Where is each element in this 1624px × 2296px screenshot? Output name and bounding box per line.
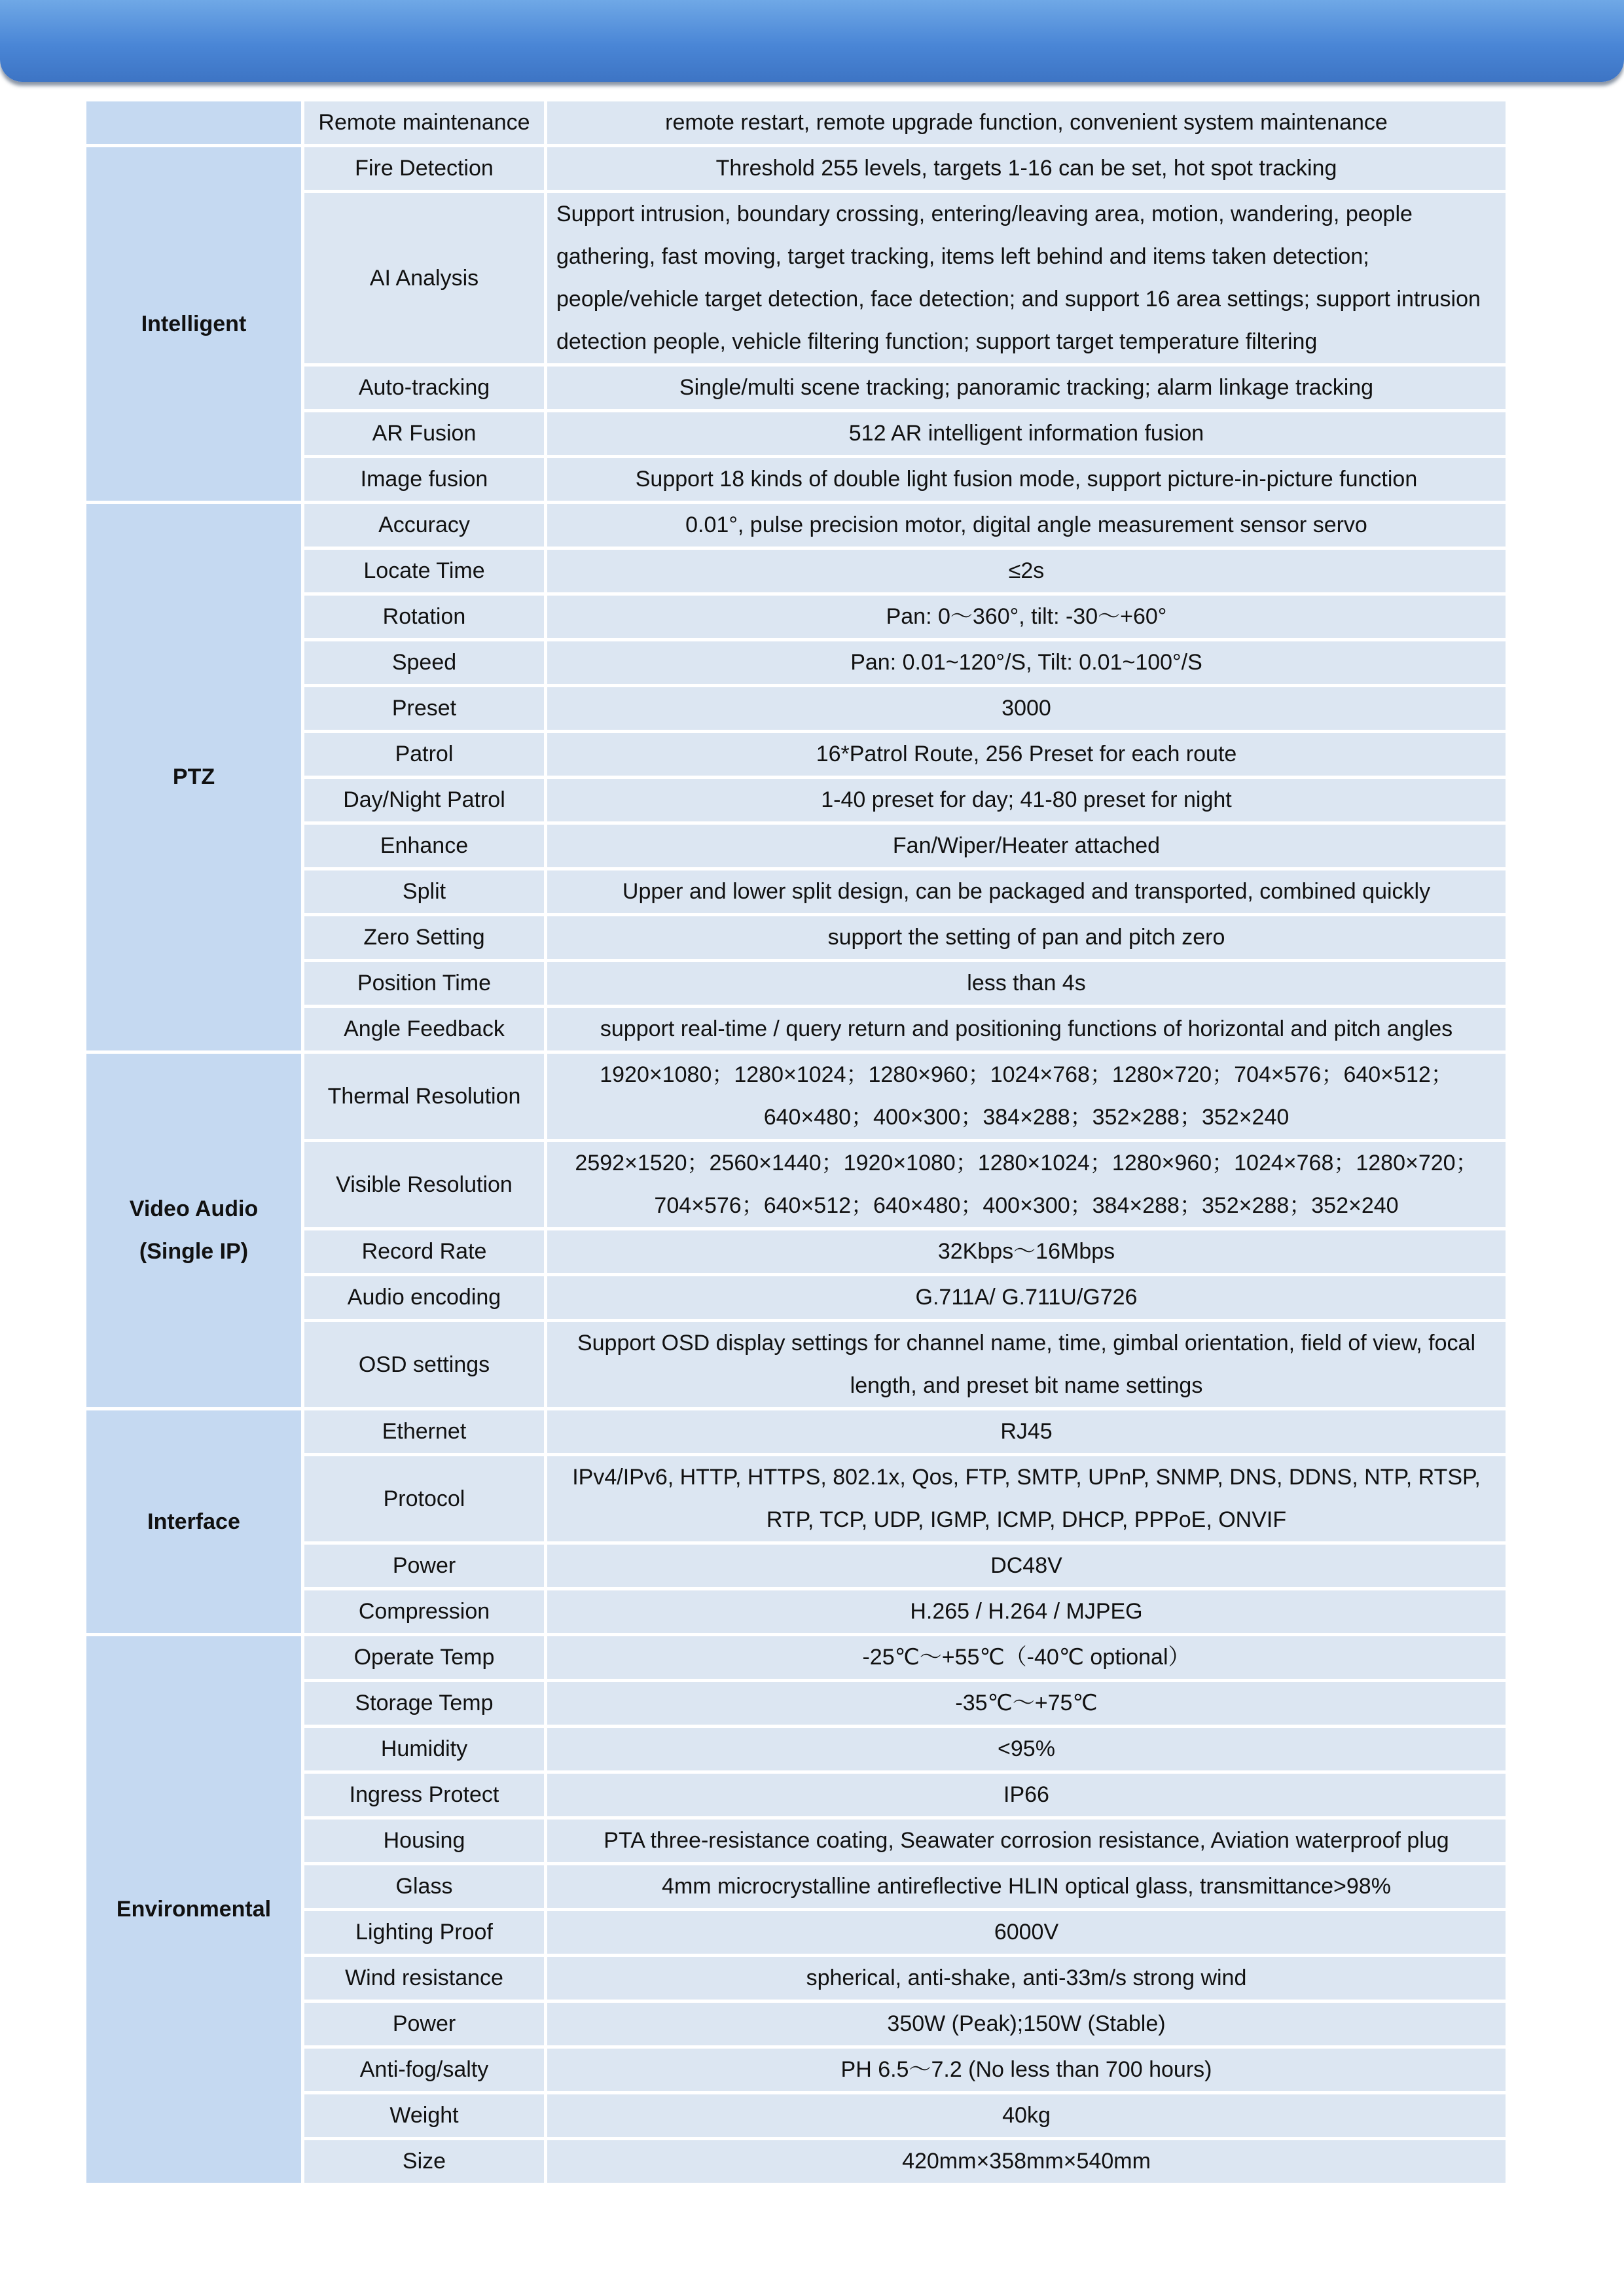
item-label: Patrol [304, 733, 544, 776]
item-value: 512 AR intelligent information fusion [547, 412, 1506, 455]
item-label: Weight [304, 2094, 544, 2137]
item-value: Upper and lower split design, can be packaged and transported, combined quickly [547, 870, 1506, 913]
item-label: Auto-tracking [304, 367, 544, 409]
item-label: Enhance [304, 825, 544, 867]
item-value: -35℃～+75℃ [547, 1682, 1506, 1725]
item-value: Support 18 kinds of double light fusion mode, support picture-in-picture function [547, 458, 1506, 501]
item-value: 16*Patrol Route, 256 Preset for each route [547, 733, 1506, 776]
item-value: G.711A/ G.711U/G726 [547, 1276, 1506, 1319]
table-row [86, 504, 1506, 547]
item-label: Remote maintenance [304, 101, 544, 144]
item-value: Support OSD display settings for channel name, time, gimbal orientation, field of view, focal length, and preset bit name settings [547, 1322, 1506, 1407]
category-environmental: Environmental [86, 1636, 301, 2183]
item-label: Wind resistance [304, 1957, 544, 2000]
category-ptz: PTZ [86, 504, 301, 1050]
item-value: Single/multi scene tracking; panoramic tracking; alarm linkage tracking [547, 367, 1506, 409]
item-value: 32Kbps～16Mbps [547, 1230, 1506, 1273]
item-value: 3000 [547, 687, 1506, 730]
item-value: 1-40 preset for day; 41-80 preset for night [547, 779, 1506, 821]
item-value: support real-time / query return and positioning functions of horizontal and pitch angles [547, 1008, 1506, 1050]
item-label: AR Fusion [304, 412, 544, 455]
item-value: Support intrusion, boundary crossing, entering/leaving area, motion, wandering, people gathering, fast moving, target tracking, items left behind and items taken detection; people/vehicle target detection, face detection; and support 16 area settings; support intrusion detection people, vehicle filtering function; support target temperature filtering [547, 193, 1506, 363]
item-label: Split [304, 870, 544, 913]
item-value: IP66 [547, 1774, 1506, 1816]
item-label: Thermal Resolution [304, 1054, 544, 1139]
item-value: remote restart, remote upgrade function, convenient system maintenance [547, 101, 1506, 144]
item-value: Pan: 0～360°, tilt: -30～+60° [547, 596, 1506, 638]
item-label: Humidity [304, 1728, 544, 1770]
item-value: 1920×1080；1280×1024；1280×960；1024×768；1280×720；704×576；640×512；640×480；400×300；384×288；352×288；352×240 [547, 1054, 1506, 1139]
item-value: 0.01°, pulse precision motor, digital angle measurement sensor servo [547, 504, 1506, 547]
item-label: Position Time [304, 962, 544, 1005]
table-row [86, 101, 1506, 144]
item-value: less than 4s [547, 962, 1506, 1005]
item-label: Storage Temp [304, 1682, 544, 1725]
item-label: Glass [304, 1865, 544, 1908]
item-value: 350W (Peak);150W (Stable) [547, 2003, 1506, 2045]
header-banner [0, 0, 1624, 82]
item-label: Fire Detection [304, 147, 544, 190]
category-cell [86, 101, 301, 144]
item-label: Preset [304, 687, 544, 730]
item-label: Power [304, 1545, 544, 1587]
table-row [86, 1054, 1506, 1139]
category-intelligent: Intelligent [86, 147, 301, 501]
item-value: RJ45 [547, 1410, 1506, 1453]
item-label: AI Analysis [304, 193, 544, 363]
item-value: spherical, anti-shake, anti-33m/s strong wind [547, 1957, 1506, 2000]
item-value: 4mm microcrystalline antireflective HLIN optical glass, transmittance>98% [547, 1865, 1506, 1908]
item-label: Protocol [304, 1456, 544, 1541]
item-label: Record Rate [304, 1230, 544, 1273]
item-label: Ingress Protect [304, 1774, 544, 1816]
item-label: Locate Time [304, 550, 544, 592]
item-value: PH 6.5～7.2 (No less than 700 hours) [547, 2049, 1506, 2091]
spec-table [83, 98, 1509, 2186]
item-label: Size [304, 2140, 544, 2183]
item-value: DC48V [547, 1545, 1506, 1587]
item-value: 420mm×358mm×540mm [547, 2140, 1506, 2183]
item-value: Pan: 0.01~120°/S, Tilt: 0.01~100°/S [547, 641, 1506, 684]
item-label: Angle Feedback [304, 1008, 544, 1050]
item-value: ≤2s [547, 550, 1506, 592]
item-value: IPv4/IPv6, HTTP, HTTPS, 802.1x, Qos, FTP, SMTP, UPnP, SNMP, DNS, DDNS, NTP, RTSP, RTP, TCP, UDP, IGMP, ICMP, DHCP, PPPoE, ONVIF [547, 1456, 1506, 1541]
item-label: Speed [304, 641, 544, 684]
item-label: Accuracy [304, 504, 544, 547]
table-row [86, 1636, 1506, 1679]
item-label: Audio encoding [304, 1276, 544, 1319]
item-value: 6000V [547, 1911, 1506, 1954]
item-value: 40kg [547, 2094, 1506, 2137]
category-interface: Interface [86, 1410, 301, 1633]
item-value: 2592×1520；2560×1440；1920×1080；1280×1024；1280×960；1024×768；1280×720；704×576；640×512；640×480；400×300；384×288；352×288；352×240 [547, 1142, 1506, 1227]
item-label: Ethernet [304, 1410, 544, 1453]
item-value: support the setting of pan and pitch zero [547, 916, 1506, 959]
item-label: Zero Setting [304, 916, 544, 959]
item-label: Rotation [304, 596, 544, 638]
item-value: <95% [547, 1728, 1506, 1770]
item-label: Lighting Proof [304, 1911, 544, 1954]
item-label: Housing [304, 1820, 544, 1862]
item-label: Image fusion [304, 458, 544, 501]
item-label: Compression [304, 1590, 544, 1633]
item-value: PTA three-resistance coating, Seawater corrosion resistance, Aviation waterproof plug [547, 1820, 1506, 1862]
item-value: H.265 / H.264 / MJPEG [547, 1590, 1506, 1633]
item-label: Operate Temp [304, 1636, 544, 1679]
item-value: Threshold 255 levels, targets 1-16 can be set, hot spot tracking [547, 147, 1506, 190]
item-label: Anti-fog/salty [304, 2049, 544, 2091]
table-row [86, 147, 1506, 190]
item-value: Fan/Wiper/Heater attached [547, 825, 1506, 867]
category-video-audio: Video Audio (Single IP) [86, 1054, 301, 1407]
item-label: OSD settings [304, 1322, 544, 1407]
table-row [86, 1410, 1506, 1453]
item-label: Power [304, 2003, 544, 2045]
item-label: Visible Resolution [304, 1142, 544, 1227]
item-label: Day/Night Patrol [304, 779, 544, 821]
item-value: -25℃～+55℃（-40℃ optional） [547, 1636, 1506, 1679]
